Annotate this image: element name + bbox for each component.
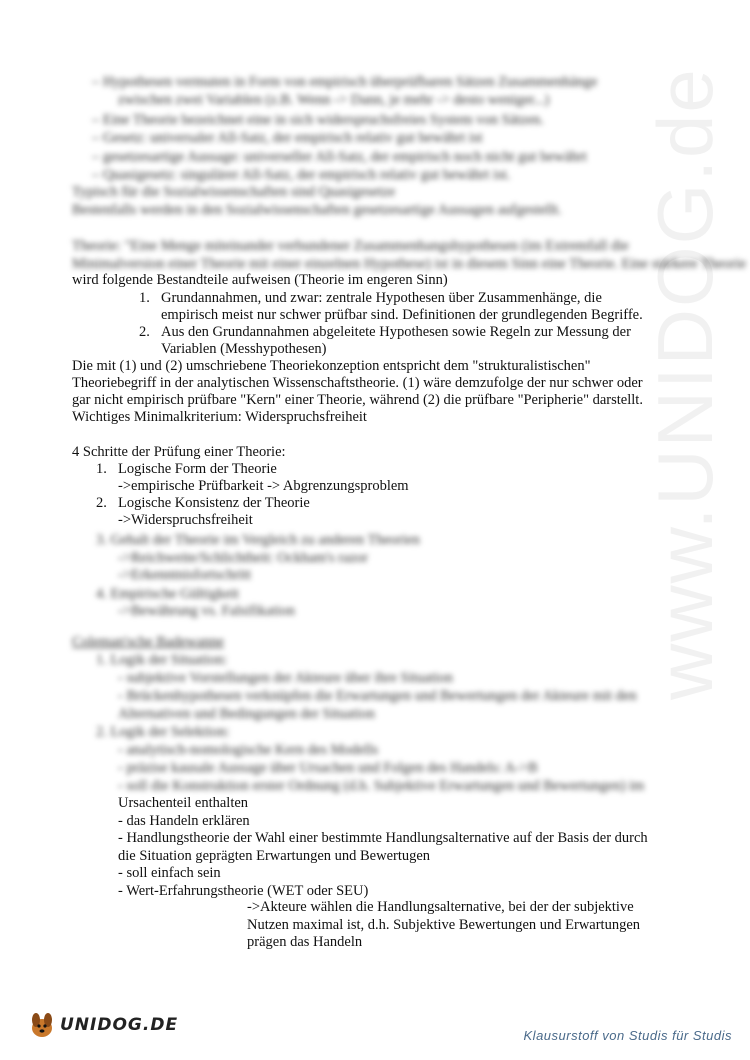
- wet-description-line: prägen das Handeln: [247, 934, 363, 950]
- step-label: Logische Form der Theorie: [118, 461, 277, 477]
- steps-title: 4 Schritte der Prüfung einer Theorie:: [72, 444, 286, 460]
- theory-list-item: empirisch meist nur schwer prüfbar sind. Definitionen der grundlegenden Begriffe.: [161, 307, 643, 323]
- theory-paragraph-line: gar nicht empirisch prüfbare "Kern" einer Theorie, während (2) die prüfbare "Peripherie" darstellt.: [72, 392, 643, 408]
- selection-line: - Wert-Erfahrungstheorie (WET oder SEU): [118, 882, 369, 899]
- blurred-line: – gesetzesartige Aussage: universeller All-Satz, der empirisch noch nicht gut bewährt: [92, 149, 587, 165]
- logo-text: UNIDOG.DE: [60, 1015, 179, 1035]
- step-number: 2.: [96, 495, 107, 511]
- blurred-coleman-line: 2. Logik der Selektion:: [96, 724, 230, 740]
- blurred-line: Minimalversion einer Theorie mit einer einzelnen Hypothese) ist in diesem Sinn eine Theorie. Eine stärkere Theorie: [72, 256, 747, 272]
- theory-intro: wird folgende Bestandteile aufweisen (Theorie im engeren Sinn): [72, 272, 448, 288]
- blurred-line: Typisch für die Sozialwissenschaften sind Quasigesetze: [72, 184, 396, 200]
- selection-line: - soll einfach sein: [118, 865, 221, 881]
- blurred-line: zwischen zwei Variablen (z.B. Wenn -> Dann, je mehr -> desto weniger...): [118, 92, 550, 108]
- blurred-line: – Gesetz: universaler All-Satz, der empirisch relativ gut bewährt ist: [92, 130, 483, 146]
- blurred-step-line: ->Reichweite/Schlichtheit: Ockham's razor: [118, 550, 368, 566]
- footer-tagline: Klausurstoff von Studis für Studis: [523, 1028, 732, 1043]
- blurred-coleman-line: - analytisch-nomologische Kern des Modells: [118, 742, 379, 758]
- selection-line: - das Handeln erklären: [118, 812, 250, 829]
- step-sub: ->Widerspruchsfreiheit: [118, 512, 253, 528]
- blurred-step-line: ->Bewährung vs. Falsifikation: [118, 603, 295, 619]
- selection-line: Ursachenteil enthalten: [118, 795, 249, 811]
- blurred-coleman-line: - Brückenhypothesen verknüpfen die Erwartungen und Bewertungen der Akteure mit den: [118, 688, 637, 704]
- step-sub: ->empirische Prüfbarkeit -> Abgrenzungsproblem: [118, 478, 409, 494]
- blurred-coleman-line: - soll die Konstruktion erster Ordnung (d.h. Subjektive Erwartungen und Bewertungen) im: [118, 778, 645, 794]
- theory-list-number: 2.: [139, 324, 150, 340]
- blurred-coleman-line: 1. Logik der Situation:: [96, 652, 228, 668]
- blurred-line: Theorie: "Eine Menge miteinander verbundener Zusammenhangshypothesen (im Extremfall die: [72, 238, 629, 254]
- selection-line: die Situation geprägten Erwartungen und Bewertugen: [118, 847, 431, 864]
- blurred-line: Bestenfalls werden in den Sozialwissenschaften gesetzesartige Aussagen aufgestellt.: [72, 202, 562, 218]
- blurred-line: – Quasigesetz: singulärer All-Satz, der empirisch relativ gut bewährt ist.: [92, 167, 511, 183]
- wet-description-line: Nutzen maximal ist, d.h. Subjektive Bewertungen und Erwartungen: [247, 916, 641, 933]
- theory-list-item: Grundannahmen, und zwar: zentrale Hypothesen über Zusammenhänge, die: [161, 290, 602, 306]
- watermark-text: www.UNIDOG.de: [641, 67, 729, 700]
- theory-list-item: Aus den Grundannahmen abgeleitete Hypothesen sowie Regeln zur Messung der: [161, 324, 631, 340]
- footer-logo[interactable]: [28, 1010, 178, 1040]
- step-number: 1.: [96, 461, 107, 477]
- blurred-coleman-line: Coleman'sche Badewanne: [72, 634, 224, 650]
- blurred-step-line: 4. Empirische Gültigkeit: [96, 586, 239, 602]
- blurred-coleman-line: Alternativen und Bedingungen der Situation: [118, 706, 375, 722]
- blurred-coleman-line: - subjektive Vorstellungen der Akteure über ihre Situation: [118, 670, 453, 686]
- step-label: Logische Konsistenz der Theorie: [118, 495, 310, 511]
- blurred-line: – Hypothesen vermuten in Form von empirisch überprüfbaren Sätzen Zusammenhänge: [92, 74, 598, 90]
- selection-line: - Handlungstheorie der Wahl einer bestimmte Handlungsalternative auf der Basis der durch: [118, 830, 648, 846]
- theory-paragraph-line: Wichtiges Minimalkriterium: Widerspruchsfreiheit: [72, 409, 367, 425]
- theory-list-item: Variablen (Messhypothesen): [161, 341, 327, 357]
- theory-list-number: 1.: [139, 290, 150, 306]
- blurred-line: – Eine Theorie bezeichnet eine in sich widerspruchsfreies System von Sätzen.: [92, 112, 544, 128]
- dog-mascot-icon: [28, 1010, 56, 1040]
- wet-description-line: ->Akteure wählen die Handlungsalternative, bei der der subjektive: [247, 899, 634, 915]
- theory-paragraph-line: Theoriebegriff in der analytischen Wissenschaftstheorie. (1) wäre demzufolge der nur schwer oder: [72, 375, 643, 391]
- theory-paragraph-line: Die mit (1) und (2) umschriebene Theoriekonzeption entspricht dem "strukturalistischen": [72, 358, 591, 374]
- blurred-step-line: 3. Gehalt der Theorie im Vergleich zu anderen Theorien: [96, 532, 420, 548]
- blurred-coleman-line: - präzise kausale Aussage über Ursachen und Folgen des Handels: A->B: [118, 760, 538, 776]
- blurred-step-line: ->Erkenntnisfortschritt: [118, 567, 252, 583]
